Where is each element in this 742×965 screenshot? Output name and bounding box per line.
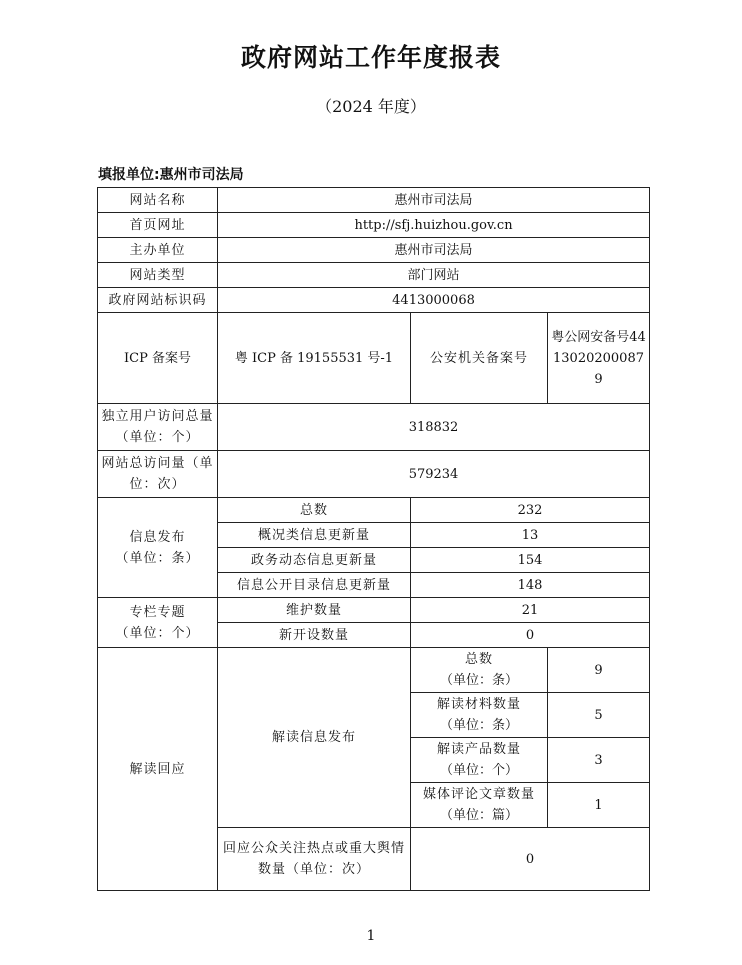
product-title: 解读产品数量: [436, 742, 521, 757]
columns-unit: （单位：个）: [115, 625, 200, 641]
info-total-label: 总数: [218, 498, 411, 523]
interpret-total-unit: （单位：条）: [439, 673, 518, 688]
material-label: [411, 693, 548, 738]
site-type-label: 网站类型: [98, 263, 218, 288]
product-value: 3: [548, 738, 650, 783]
report-year: （2024 年度）: [316, 97, 426, 116]
icp-label: ICP 备案号: [98, 313, 218, 404]
sponsor-value: 惠州市司法局: [218, 238, 650, 263]
catalog-update-value: 148: [411, 573, 650, 598]
interpret-publish-label: 解读信息发布: [218, 648, 411, 828]
sponsor-label: 主办单位: [98, 238, 218, 263]
info-publish-title: 信息发布: [129, 529, 186, 545]
maintained-value: 21: [411, 598, 650, 623]
interpret-total-label: [411, 648, 548, 693]
new-columns-label: 新开设数量: [218, 623, 411, 648]
info-publish-label: [98, 498, 218, 598]
columns-label: [98, 598, 218, 648]
media-label: [411, 783, 548, 828]
respond-label: 回应公众关注热点或重大舆情数量（单位：次）: [218, 828, 411, 891]
site-type-value: 部门网站: [218, 263, 650, 288]
homepage-value: http://sfj.huizhou.gov.cn: [218, 213, 650, 238]
interpret-total-value: 9: [548, 648, 650, 693]
total-visits-value: 579234: [218, 451, 650, 498]
new-columns-value: 0: [411, 623, 650, 648]
page-title: 政府网站工作年度报表: [240, 43, 501, 72]
product-unit: （单位：个）: [439, 763, 518, 778]
product-label: [411, 738, 548, 783]
media-title: 媒体评论文章数量: [422, 787, 535, 802]
info-publish-unit: （单位：条）: [115, 550, 200, 566]
interpret-label: 解读回应: [98, 648, 218, 891]
interpret-total-title: 总数: [464, 652, 493, 667]
homepage-label: 首页网址: [98, 213, 218, 238]
filling-unit: 填报单位:惠州市司法局: [98, 167, 244, 183]
page-number: 1: [366, 928, 376, 944]
icp-value: 粤 ICP 备 19155531 号-1: [218, 313, 411, 404]
maintained-label: 维护数量: [218, 598, 411, 623]
columns-title: 专栏专题: [129, 604, 186, 620]
unique-visitors-label: 独立用户访问总量（单位：个）: [98, 404, 218, 451]
report-table: [97, 187, 650, 891]
unique-visitors-value: 318832: [218, 404, 650, 451]
site-id-label: 政府网站标识码: [98, 288, 218, 313]
total-visits-label: 网站总访问量（单位：次）: [98, 451, 218, 498]
news-update-value: 154: [411, 548, 650, 573]
overview-update-label: 概况类信息更新量: [218, 523, 411, 548]
site-name-value: 惠州市司法局: [218, 188, 650, 213]
media-unit: （单位：篇）: [439, 808, 518, 823]
site-id-value: 4413000068: [218, 288, 650, 313]
info-total-value: 232: [411, 498, 650, 523]
police-record-label: 公安机关备案号: [411, 313, 548, 404]
catalog-update-label: 信息公开目录信息更新量: [218, 573, 411, 598]
material-value: 5: [548, 693, 650, 738]
respond-value: 0: [411, 828, 650, 891]
news-update-label: 政务动态信息更新量: [218, 548, 411, 573]
material-title: 解读材料数量: [436, 697, 521, 712]
overview-update-value: 13: [411, 523, 650, 548]
police-record-value: 粤公网安备号44130202000879: [548, 313, 650, 404]
media-value: 1: [548, 783, 650, 828]
material-unit: （单位：条）: [439, 718, 518, 733]
site-name-label: 网站名称: [98, 188, 218, 213]
